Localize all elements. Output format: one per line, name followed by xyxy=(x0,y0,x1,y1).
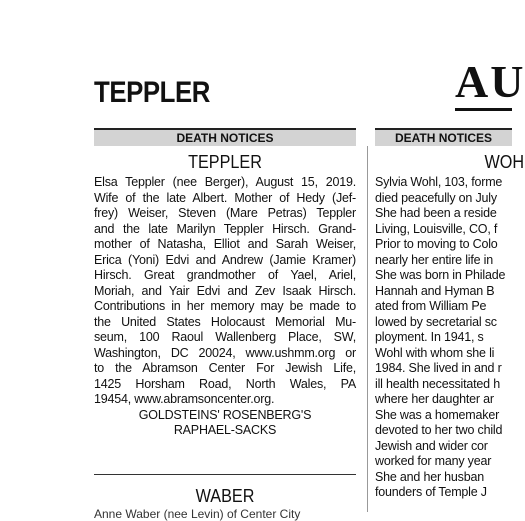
notice-line: Elsa Teppler (nee Berger), August 15, 2019. xyxy=(94,175,356,189)
right-section-header: DEATH NOTICES xyxy=(375,128,512,146)
notice-line: devoted to her two child xyxy=(375,423,503,437)
notice-line: the United States Holocaust Memorial Mu- xyxy=(94,314,356,329)
notice-line: Hirsch. Great grandmother of Yael, Ariel, xyxy=(94,268,356,282)
notice-line: worked for many year xyxy=(375,454,492,468)
notice-line: Moriah, and Yair Edvi and Zev Isaak Hirsch. xyxy=(94,283,356,298)
notice-line: Wohl with whom she li xyxy=(375,345,495,360)
notice-line: Contributions in her memory may be made to xyxy=(94,299,356,313)
left-column xyxy=(94,152,356,439)
notice-line: and the late Marilyn Teppler Hirsch. Grand- xyxy=(94,221,356,236)
left-section-header: DEATH NOTICES xyxy=(94,128,356,146)
notice-line: She and her husban xyxy=(375,469,484,484)
notice-title-teppler: TEPPLER xyxy=(188,152,262,172)
column-divider xyxy=(367,146,368,512)
right-column xyxy=(375,152,525,512)
notice-line: founders of Temple J xyxy=(375,485,487,499)
notice-line: ated from William Pe xyxy=(375,299,487,313)
notice-line: seum, 100 Raoul Wallenberg Place, SW, xyxy=(94,330,356,344)
page-title: TEPPLER xyxy=(94,76,210,109)
notice-line: Prior to moving to Colo xyxy=(375,237,498,251)
notice-line: died peacefully on July xyxy=(375,190,497,205)
notice-line: She had been a reside xyxy=(375,206,497,220)
notice-line: Sylvia Wohl, 103, forme xyxy=(375,175,503,189)
notice-line-cut: Anne Waber (nee Levin) of Center City xyxy=(94,507,301,521)
notice-line: mother of Natasha, Elliot and Sarah Weiser, xyxy=(94,237,356,251)
notice-line: where her daughter ar xyxy=(375,392,494,406)
notice-line: Wife of the late Albert. Mother of Hedy (Jef- xyxy=(94,190,356,205)
notice-line: She was born in Philade xyxy=(375,268,506,282)
notice-line: Erica (Yoni) Edvi and Andrew (Jamie Kramer) xyxy=(94,252,356,267)
notice-line: Washington, DC 20024, www.ushmm.org or xyxy=(94,345,356,360)
notice-title-wohl: WOH xyxy=(484,152,525,172)
notice-line: 19454, www.abramsoncenter.org. xyxy=(94,392,275,406)
notice-title-waber: WABER xyxy=(195,486,255,506)
notice-body-wohl xyxy=(375,175,512,501)
notice-line: lowed by secretarial sc xyxy=(375,314,497,329)
notice-line: 1984. She lived in and r xyxy=(375,361,502,375)
notice-line: ill health necessitated h xyxy=(375,376,500,391)
notice-line: 1425 Horsham Road, North Wales, PA xyxy=(94,376,356,391)
masthead-rule xyxy=(455,108,512,111)
notice-line: frey) Weiser, Steven (Mare Petras) Teppler xyxy=(94,206,356,220)
notice-line: to the Abramson Center For Jewish Life, xyxy=(94,361,356,375)
masthead-partial: AU xyxy=(455,56,525,107)
funeral-home-line: GOLDSTEINS' ROSENBERG'S xyxy=(138,407,312,422)
notice-line: She was a homemaker xyxy=(375,407,500,422)
funeral-home-line: RAPHAEL-SACKS xyxy=(173,423,277,437)
notice-line: nearly her entire life in xyxy=(375,252,493,267)
notice-divider xyxy=(94,474,356,475)
notice-line: Jewish and wider cor xyxy=(375,438,488,453)
notice-body-teppler xyxy=(94,175,356,439)
notice-line: Hannah and Hyman B xyxy=(375,283,495,298)
notice-line: Living, Louisville, CO, f xyxy=(375,221,498,236)
notice-line: ployment. In 1941, s xyxy=(375,330,484,344)
